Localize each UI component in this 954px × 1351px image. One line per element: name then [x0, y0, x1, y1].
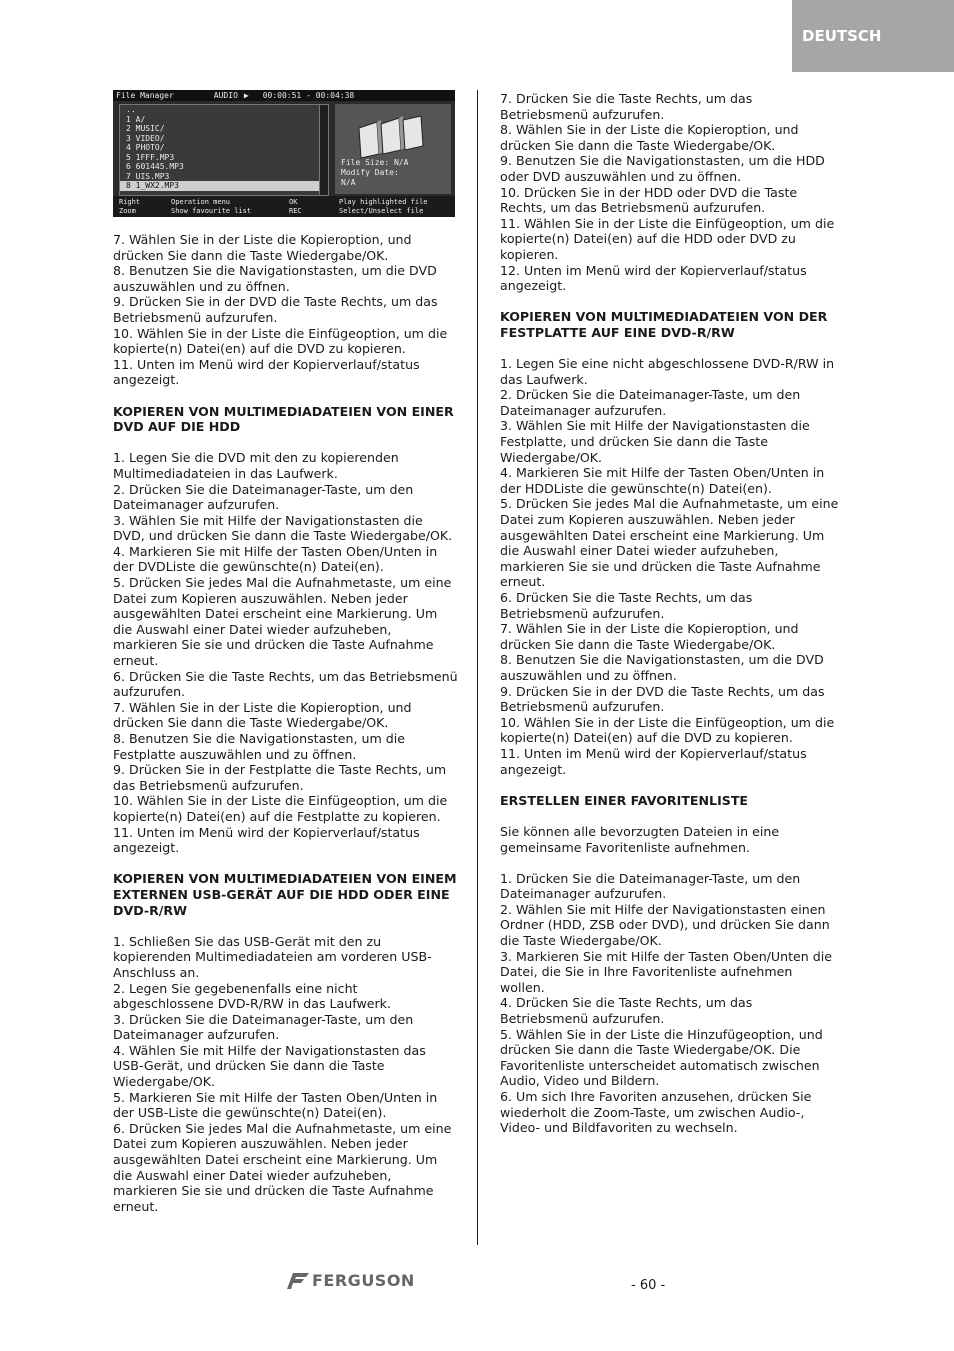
- paragraph: 4. Wählen Sie mit Hilfe der Navigationstasten das USB-Gerät, und drücken Sie dann die Taste Wiedergabe/OK.: [113, 1042, 426, 1090]
- modify-date-value: N/A: [341, 178, 356, 187]
- paragraph: 4. Markieren Sie mit Hilfe der Tasten Oben/Unten in der HDDListe die gewünschte(n) Datei(en).: [500, 465, 825, 496]
- paragraph: Sie können alle bevorzugten Dateien in eine gemeinsame Favoritenliste aufnehmen.: [500, 823, 780, 855]
- section-heading: ERSTELLEN EINER FAVORITENLISTE: [500, 792, 749, 808]
- paragraph: 7. Drücken Sie die Taste Rechts, um das Betriebsmenü aufzurufen.: [500, 91, 753, 122]
- file-size-label: File Size: N/A: [341, 158, 409, 167]
- screenshot-path: ..: [126, 105, 136, 114]
- paragraph: 9. Drücken Sie in der DVD die Taste Rechts, um das Betriebsmenü aufzurufen.: [113, 294, 438, 325]
- list-item: 2 MUSIC/: [126, 124, 165, 133]
- paragraph: 8. Benutzen Sie die Navigationstasten, um die DVD auszuwählen und zu öffnen.: [113, 263, 437, 294]
- footer-action: Select/Unselect file: [339, 207, 424, 215]
- paragraph: 8. Benutzen Sie die Navigationstasten, um die DVD auszuwählen und zu öffnen.: [500, 652, 824, 683]
- paragraph: 7. Wählen Sie in der Liste die Kopieroption, und drücken Sie dann die Taste Wiedergabe/OK.: [113, 699, 412, 731]
- spacer: [500, 294, 840, 310]
- list-item: 6 601445.MP3: [126, 162, 184, 171]
- screenshot-title: File Manager: [116, 91, 174, 100]
- paragraph: 8. Wählen Sie in der Liste die Kopieroption, und drücken Sie dann die Taste Wiedergabe/OK.: [500, 122, 799, 153]
- paragraph: 6. Drücken Sie jedes Mal die Aufnahmetaste, um eine Datei zum Kopieren auszuwählen. Neben jeder ausgewählten Datei erscheint eine Markierung. Um die Auswahl einer Datei wieder aufzuheben, markieren Sie sie und drücken die Taste Aufnahme erneut.: [113, 1120, 452, 1214]
- paragraph: 1. Legen Sie die DVD mit den zu kopierenden Multimediadateien in das Laufwerk.: [113, 450, 399, 481]
- paragraph: 3. Wählen Sie mit Hilfe der Navigationstasten die Festplatte, und drücken Sie dann die Taste Wiedergabe/OK.: [500, 418, 810, 465]
- screenshot-scrollbar: [319, 104, 329, 196]
- paragraph: 1. Drücken Sie die Dateimanager-Taste, um den Dateimanager aufzurufen.: [500, 870, 801, 902]
- footer-action: Play highlighted file: [339, 198, 428, 206]
- paragraph: 6. Um sich Ihre Favoriten anzusehen, drücken Sie wiederholt die Zoom-Taste, um zwischen Audio-, Video- und Bildfavoriten zu wechseln.: [500, 1089, 812, 1136]
- paragraph: 11. Wählen Sie in der Liste die Einfügeoption, um die kopierte(n) Datei(en) auf die HDD oder DVD zu kopieren.: [500, 215, 835, 262]
- paragraph: 10. Wählen Sie in der Liste die Einfügeoption, um die kopierte(n) Datei(en) auf die DVD zu kopieren.: [500, 714, 835, 746]
- language-label: DEUTSCH: [802, 27, 882, 45]
- list-item: 7 UIS.MP3: [126, 171, 170, 181]
- paragraph: 9. Drücken Sie in der Festplatte die Taste Rechts, um das Betriebsmenü aufzurufen.: [113, 762, 447, 793]
- paragraph: 5. Markieren Sie mit Hilfe der Tasten Oben/Unten in der USB-Liste die gewünschte(n) Datei(en).: [113, 1089, 438, 1121]
- list-item: 3 VIDEO/: [126, 133, 165, 143]
- spacer: [113, 435, 458, 451]
- paragraph: 1. Legen Sie eine nicht abgeschlossene DVD-R/RW in das Laufwerk.: [500, 356, 835, 387]
- paragraph: 3. Markieren Sie mit Hilfe der Tasten Oben/Unten die Datei, die Sie in Ihre Favoritenliste aufnehmen wollen.: [500, 948, 833, 995]
- spacer: [500, 777, 840, 793]
- screenshot-titlebar: [113, 90, 455, 101]
- spacer: [113, 856, 458, 872]
- column-divider: [477, 90, 478, 1245]
- page-number: - 60 -: [631, 1278, 666, 1293]
- paragraph: 6. Drücken Sie die Taste Rechts, um das Betriebsmenü aufzurufen.: [113, 668, 458, 700]
- paragraph: 4. Drücken Sie die Taste Rechts, um das Betriebsmenü aufzurufen.: [500, 995, 753, 1027]
- paragraph: 7. Wählen Sie in der Liste die Kopieroption, und drücken Sie dann die Taste Wiedergabe/OK.: [113, 232, 412, 263]
- paragraph: 11. Unten im Menü wird der Kopierverlauf/status angezeigt.: [113, 824, 420, 856]
- paragraph: 2. Legen Sie gegebenenfalls eine nicht abgeschlossene DVD-R/RW in das Laufwerk.: [113, 980, 391, 1012]
- left-column: [113, 232, 458, 1214]
- screenshot-footer: [113, 196, 455, 217]
- paragraph: 9. Drücken Sie in der DVD die Taste Rechts, um das Betriebsmenü aufzurufen.: [500, 683, 825, 715]
- list-item-selected: 8 1_WX2.MP3: [120, 181, 320, 191]
- section-heading: KOPIEREN VON MULTIMEDIADATEIEN VON DER FESTPLATTE AUF EINE DVD-R/RW: [500, 309, 828, 340]
- list-item: 4 PHOTO/: [126, 143, 165, 152]
- paragraph: 5. Wählen Sie in der Liste die Hinzufügeoption, und drücken Sie dann die Taste Wiedergabe/OK. Die Favoritenliste unterscheidet automatisch zwischen Audio, Video und Bildern.: [500, 1026, 823, 1089]
- play-icon: ▶: [243, 91, 249, 100]
- paragraph: 9. Benutzen Sie die Navigationstasten, um die HDD oder DVD auszuwählen und zu öffnen.: [500, 153, 825, 184]
- footer-action: Show favourite list: [171, 207, 252, 215]
- spacer: [500, 808, 840, 824]
- section-heading: KOPIEREN VON MULTIMEDIADATEIEN VON EINER DVD AUF DIE HDD: [113, 403, 454, 435]
- ferguson-logo: [287, 1271, 415, 1290]
- screenshot-file-info: [341, 158, 408, 188]
- paragraph: 8. Benutzen Sie die Navigationstasten, um die Festplatte auszuwählen und zu öffnen.: [113, 731, 406, 762]
- screenshot-file-list: [119, 104, 321, 196]
- paragraph: 10. Wählen Sie in der Liste die Einfügeoption, um die kopierte(n) Datei(en) auf die Festplatte zu kopieren.: [113, 793, 448, 824]
- paragraph: 6. Drücken Sie die Taste Rechts, um das Betriebsmenü aufzurufen.: [500, 590, 753, 621]
- footer-key: Zoom: [119, 207, 136, 215]
- spacer: [113, 918, 458, 934]
- spacer: [500, 341, 840, 357]
- ferguson-logo-mark-icon: [287, 1273, 309, 1289]
- paragraph: 7. Wählen Sie in der Liste die Kopieroption, und drücken Sie dann die Taste Wiedergabe/OK.: [500, 621, 799, 652]
- right-column: [500, 91, 840, 1136]
- spacer: [500, 855, 840, 871]
- paragraph: 10. Wählen Sie in der Liste die Einfügeoption, um die kopierte(n) Datei(en) auf die DVD zu kopieren.: [113, 325, 448, 357]
- screenshot-mode: AUDIO: [213, 91, 238, 100]
- paragraph: 5. Drücken Sie jedes Mal die Aufnahmetaste, um eine Datei zum Kopieren auszuwählen. Neben jeder ausgewählten Datei erscheint eine Markierung. Um die Auswahl einer Datei wieder aufzuheben, markieren Sie sie und drücken die Taste Aufnahme erneut.: [113, 575, 452, 669]
- paragraph: 5. Drücken Sie jedes Mal die Aufnahmetaste, um eine Datei zum Kopieren auszuwählen. Neben jeder ausgewählten Datei erscheint eine Markierung. Um die Auswahl einer Datei wieder aufzuheben, markieren Sie sie und drücken die Taste Aufnahme erneut.: [500, 496, 839, 590]
- file-manager-screenshot: [113, 90, 455, 217]
- modify-date-label: Modify Date:: [341, 168, 399, 177]
- logo-text: FERGUSON: [312, 1271, 415, 1290]
- spacer: [113, 388, 458, 404]
- paragraph: 2. Wählen Sie mit Hilfe der Navigationstasten einen Ordner (HDD, ZSB oder DVD), und drücken Sie dann die Taste Wiedergabe/OK.: [500, 901, 830, 949]
- screenshot-time: 00:00:51 - 00:04:38: [262, 91, 355, 100]
- paragraph: 12. Unten im Menü wird der Kopierverlauf/status angezeigt.: [500, 262, 807, 294]
- paragraph: 11. Unten im Menü wird der Kopierverlauf/status angezeigt.: [500, 745, 807, 777]
- paragraph: 3. Wählen Sie mit Hilfe der Navigationstasten die DVD, und drücken Sie dann die Taste Wiedergabe/OK.: [113, 512, 453, 544]
- paragraph: 4. Markieren Sie mit Hilfe der Tasten Oben/Unten in der DVDListe die gewünschte(n) Datei(en).: [113, 543, 438, 575]
- paragraph: 10. Drücken Sie in der HDD oder DVD die Taste Rechts, um das Betriebsmenü aufzurufen.: [500, 184, 798, 216]
- footer-key: Right: [119, 198, 141, 206]
- footer-key: REC: [289, 207, 302, 215]
- paragraph: 11. Unten im Menü wird der Kopierverlauf/status angezeigt.: [113, 356, 420, 388]
- footer-key: OK: [289, 198, 298, 206]
- paragraph: 1. Schließen Sie das USB-Gerät mit den zu kopierenden Multimediadateien am vorderen USB-Anschluss an.: [113, 933, 432, 980]
- list-item: 5 1FFF.MP3: [126, 152, 175, 162]
- footer-action: Operation menu: [171, 198, 231, 206]
- list-item: 1 A/: [126, 114, 146, 124]
- folders-icon: [357, 114, 427, 160]
- language-tab: [792, 0, 954, 72]
- paragraph: 2. Drücken Sie die Dateimanager-Taste, um den Dateimanager aufzurufen.: [113, 481, 414, 513]
- paragraph: 3. Drücken Sie die Dateimanager-Taste, um den Dateimanager aufzurufen.: [113, 1011, 414, 1043]
- paragraph: 2. Drücken Sie die Dateimanager-Taste, um den Dateimanager aufzurufen.: [500, 387, 801, 418]
- section-heading: KOPIEREN VON MULTIMEDIADATEIEN VON EINEM EXTERNEN USB-GERÄT AUF DIE HDD ODER EINE DVD-R/RW: [113, 871, 457, 918]
